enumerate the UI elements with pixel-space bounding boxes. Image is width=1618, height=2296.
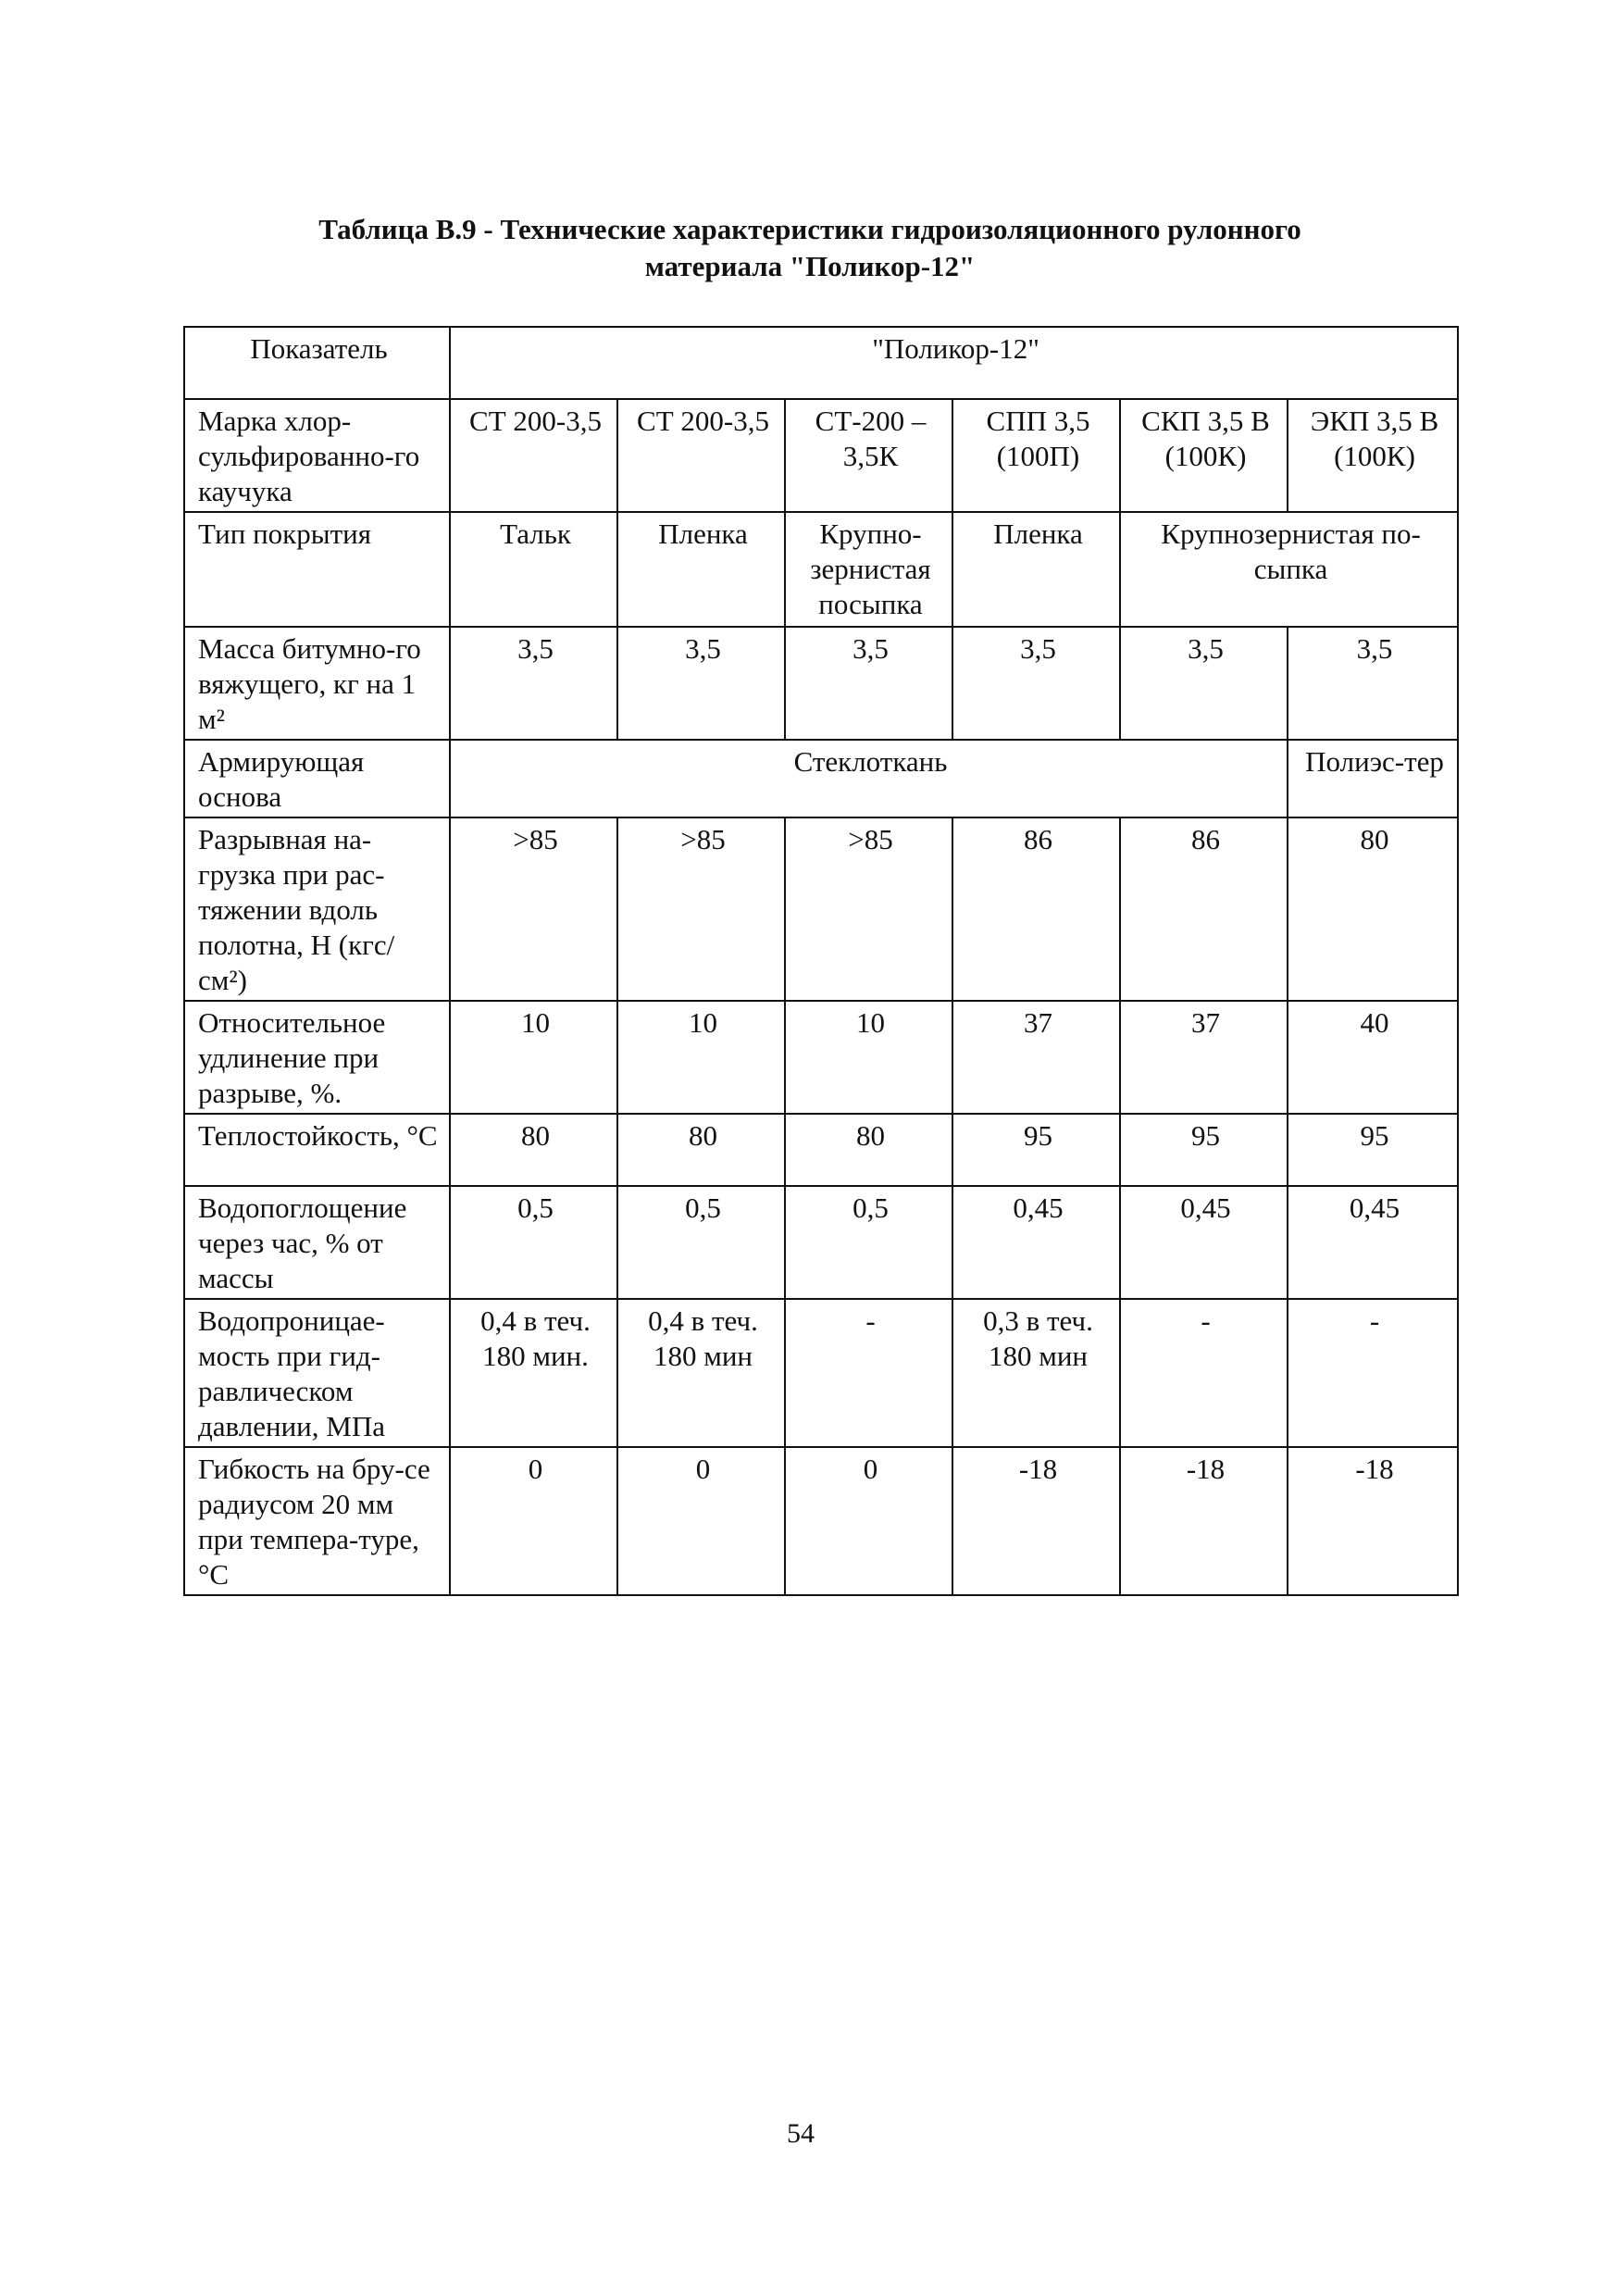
page-number: 54 — [787, 2118, 815, 2149]
table-cell: 3,5 — [952, 627, 1120, 740]
table-cell: 3,5 — [785, 627, 952, 740]
caption-line-1: Таблица В.9 - Технические характеристики гидроизоляционного рулонного — [318, 213, 1301, 245]
table-row — [184, 1001, 1458, 1114]
table-cell: Полиэс-тер — [1288, 740, 1458, 817]
table-cell: 3,5 — [1288, 627, 1458, 740]
table-header-row — [184, 327, 1458, 399]
table-cell: Тальк — [450, 512, 617, 627]
table-row — [184, 1114, 1458, 1186]
table-row — [184, 740, 1458, 817]
caption-line-2: материала "Поликор-12" — [644, 250, 976, 282]
table-cell: -18 — [1288, 1447, 1458, 1595]
table-cell: 80 — [1288, 817, 1458, 1001]
row-label: Относительное удлинение при разрыве, %. — [184, 1001, 450, 1114]
table-cell: СТ 200-3,5 — [617, 399, 785, 512]
table-cell: 0,45 — [952, 1186, 1120, 1299]
row-label: Марка хлор-сульфированно-го каучука — [184, 399, 450, 512]
table-cell: 0,45 — [1120, 1186, 1288, 1299]
specifications-table — [183, 326, 1459, 1596]
table-cell: 10 — [785, 1001, 952, 1114]
table-cell: >85 — [617, 817, 785, 1001]
table-cell: 0,4 в теч. 180 мин. — [450, 1299, 617, 1447]
table-cell: Пленка — [617, 512, 785, 627]
table-cell: Пленка — [952, 512, 1120, 627]
table-cell: 0 — [450, 1447, 617, 1595]
table-cell: 37 — [952, 1001, 1120, 1114]
table-cell: 0 — [785, 1447, 952, 1595]
table-cell: 95 — [1120, 1114, 1288, 1186]
table-cell: 37 — [1120, 1001, 1288, 1114]
table-cell: 3,5 — [1120, 627, 1288, 740]
table-cell: СТ 200-3,5 — [450, 399, 617, 512]
table-cell: 95 — [952, 1114, 1120, 1186]
table-cell-merged: Крупнозернистая по-сыпка — [1120, 512, 1458, 627]
row-label: Водопроницае-мость при гид-равлическом давлении, МПа — [184, 1299, 450, 1447]
table-cell: СТ-200 – 3,5К — [785, 399, 952, 512]
table-cell: 0,5 — [785, 1186, 952, 1299]
table-cell: 40 — [1288, 1001, 1458, 1114]
header-product: "Поликор-12" — [450, 327, 1458, 399]
table-cell: 0,3 в теч. 180 мин — [952, 1299, 1120, 1447]
row-label: Теплостойкость, °С — [184, 1114, 450, 1186]
table-cell: 0,4 в теч. 180 мин — [617, 1299, 785, 1447]
table-row — [184, 1299, 1458, 1447]
table-cell: 0,45 — [1288, 1186, 1458, 1299]
table-cell: 0,5 — [617, 1186, 785, 1299]
table-cell: СПП 3,5 (100П) — [952, 399, 1120, 512]
table-cell: ЭКП 3,5 В (100К) — [1288, 399, 1458, 512]
table-row — [184, 627, 1458, 740]
table-cell: Крупно-зернистая посыпка — [785, 512, 952, 627]
table-cell: -18 — [952, 1447, 1120, 1595]
table-cell: >85 — [785, 817, 952, 1001]
table-cell: >85 — [450, 817, 617, 1001]
table-cell: 10 — [617, 1001, 785, 1114]
row-label: Водопоглощение через час, % от массы — [184, 1186, 450, 1299]
table-cell: 86 — [1120, 817, 1288, 1001]
table-cell: 80 — [785, 1114, 952, 1186]
row-label: Гибкость на бру-се радиусом 20 мм при темпера-туре, °С — [184, 1447, 450, 1595]
table-cell: 80 — [450, 1114, 617, 1186]
table-cell: 80 — [617, 1114, 785, 1186]
table-cell: 3,5 — [617, 627, 785, 740]
table-caption — [139, 211, 1481, 285]
table-row — [184, 1447, 1458, 1595]
table-cell: 86 — [952, 817, 1120, 1001]
table-row — [184, 1186, 1458, 1299]
table-cell: 10 — [450, 1001, 617, 1114]
row-label: Армирующая основа — [184, 740, 450, 817]
table-cell: СКП 3,5 В (100К) — [1120, 399, 1288, 512]
table-row — [184, 399, 1458, 512]
row-label: Разрывная на-грузка при рас-тяжении вдоль полотна, Н (кгс/см²) — [184, 817, 450, 1001]
table-cell: 95 — [1288, 1114, 1458, 1186]
table-cell: - — [1120, 1299, 1288, 1447]
row-label — [184, 627, 450, 740]
table-cell: 0,5 — [450, 1186, 617, 1299]
table-cell: 3,5 — [450, 627, 617, 740]
table-row — [184, 512, 1458, 627]
table-cell: - — [785, 1299, 952, 1447]
table-cell: -18 — [1120, 1447, 1288, 1595]
table-row — [184, 817, 1458, 1001]
table-cell: 0 — [617, 1447, 785, 1595]
row-label: Тип покрытия — [184, 512, 450, 627]
table-cell-merged: Стеклоткань — [450, 740, 1288, 817]
row-label-text: Масса битумно-го вяжущего, кг на 1 м² — [198, 632, 421, 735]
header-indicator: Показатель — [184, 327, 450, 399]
table-cell: - — [1288, 1299, 1458, 1447]
